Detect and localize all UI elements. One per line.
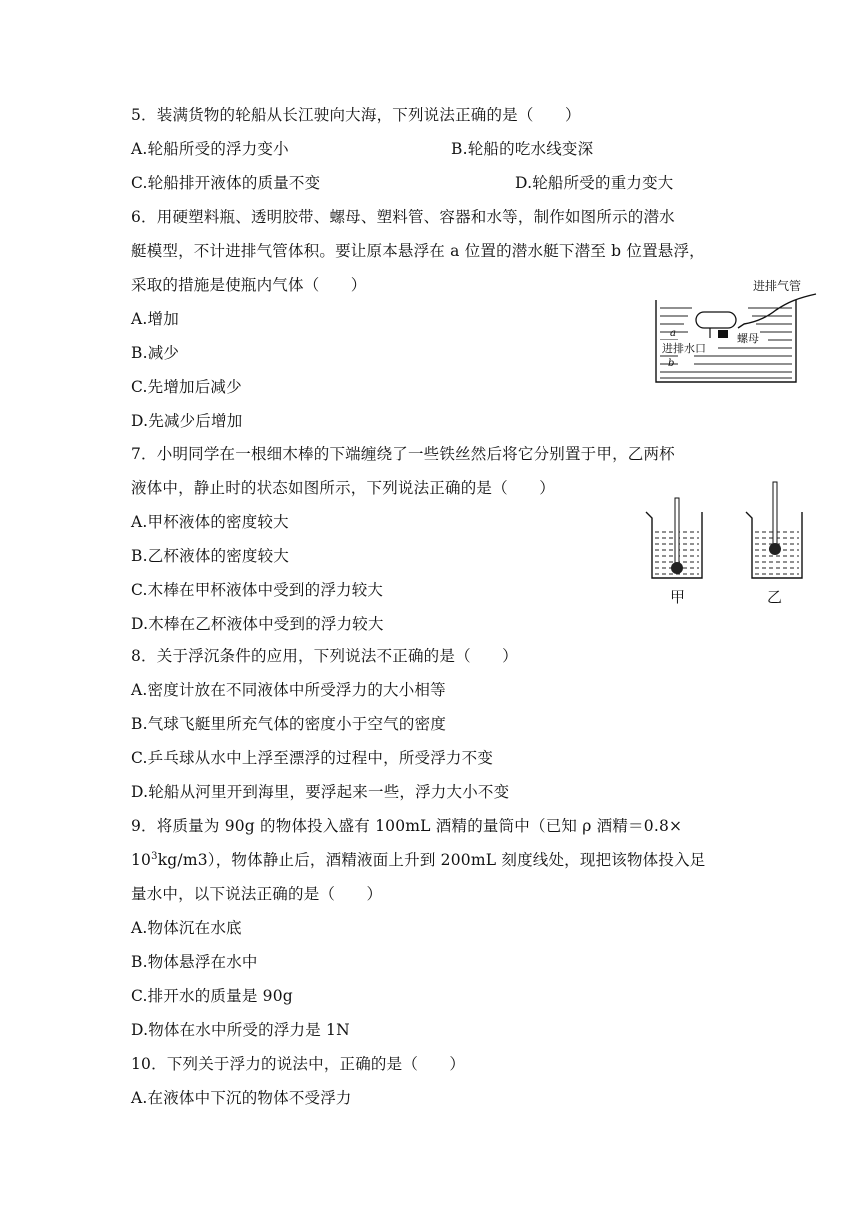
q6-option-d: D.先减少后增加 [131,412,243,430]
q9-option-d: D.物体在水中所受的浮力是 1N [131,1021,350,1039]
q9-stem-line2-rest: kg/m3），物体静止后，酒精液面上升到 200mL 刻度线处，现把该物体投入足 [157,851,706,869]
position-a-label: a [670,328,676,339]
q6-stem-line2: 艇模型，不计进排气管体积。要让原本悬浮在 a 位置的潜水艇下潜至 b 位置悬浮， [131,242,705,260]
q9-option-c: C.排开水的质量是 90g [131,987,293,1005]
q7-option-d: D.木棒在乙杯液体中受到的浮力较大 [131,615,384,633]
beaker-jia [646,498,702,578]
submarine-figure [648,272,832,390]
stick-jia [675,498,679,568]
q5-option-a: A.轮船所受的浮力变小 [131,140,289,158]
q9-stem-line3: 量水中，以下说法正确的是（ ） [131,885,383,903]
q8-option-b: B.气球飞艇里所充气体的密度小于空气的密度 [131,715,447,733]
q5-stem: 5．装满货物的轮船从长江驶向大海，下列说法正确的是（ ） [131,106,581,124]
q6-stem-line1: 6．用硬塑料瓶、透明胶带、螺母、塑料管、容器和水等，制作如图所示的潜水 [131,208,675,226]
weight-jia [671,562,683,574]
label-jia: 甲 [670,588,686,606]
port-label: 进排水口 [662,342,706,355]
q8-option-d: D.轮船从河里开到海里，要浮起来一些，浮力大小不变 [131,783,510,801]
stick-yi [773,482,777,548]
q5-option-b: B.轮船的吃水线变深 [451,140,594,158]
q9-exp-sup: 3 [151,850,158,862]
q9-option-b: B.物体悬浮在水中 [131,953,258,971]
q6-option-b: B.减少 [131,344,180,362]
q7-stem-line1: 7．小明同学在一根细木棒的下端缠绕了一些铁丝然后将它分别置于甲，乙两杯 [131,445,675,463]
q9-stem-line2 [131,850,705,870]
nut-label: 螺母 [737,332,759,345]
q6-option-a: A.增加 [131,310,179,328]
q7-option-a: A.甲杯液体的密度较大 [131,513,289,531]
position-b-label: b [668,358,675,369]
q5-option-c: C.轮船排开液体的质量不变 [131,174,321,192]
weight-yi [769,543,781,555]
beakers-figure [636,480,812,610]
q9-option-a: A.物体沉在水底 [131,919,242,937]
q9-stem-line1: 9．将质量为 90g 的物体投入盛有 100mL 酒精的量筒中（已知 ρ 酒精＝0.8× [131,817,683,835]
air-pipe [738,294,816,328]
q6-stem-line3: 采取的措施是使瓶内气体（ ） [131,276,367,294]
q6-option-c: C.先增加后减少 [131,378,242,396]
q7-option-b: B.乙杯液体的密度较大 [131,547,290,565]
nut-shape [718,330,728,338]
q7-option-c: C.木棒在甲杯液体中受到的浮力较大 [131,581,384,599]
pipe-label: 进排气管 [753,279,802,293]
q10-stem: 10．下列关于浮力的说法中，正确的是（ ） [131,1055,466,1073]
beaker-yi [746,482,802,578]
q8-option-a: A.密度计放在不同液体中所受浮力的大小相等 [131,681,446,699]
q10-option-a: A.在液体中下沉的物体不受浮力 [131,1089,352,1107]
label-yi: 乙 [767,588,783,606]
q8-option-c: C.乒乓球从水中上浮至漂浮的过程中，所受浮力不变 [131,749,494,767]
q9-exp-base: 10 [131,851,152,869]
q8-stem: 8．关于浮沉条件的应用，下列说法不正确的是（ ） [131,647,518,665]
q5-option-d: D.轮船所受的重力变大 [515,174,674,192]
submarine-bottle [696,312,736,328]
q7-stem-line2: 液体中，静止时的状态如图所示，下列说法正确的是（ ） [131,479,555,497]
